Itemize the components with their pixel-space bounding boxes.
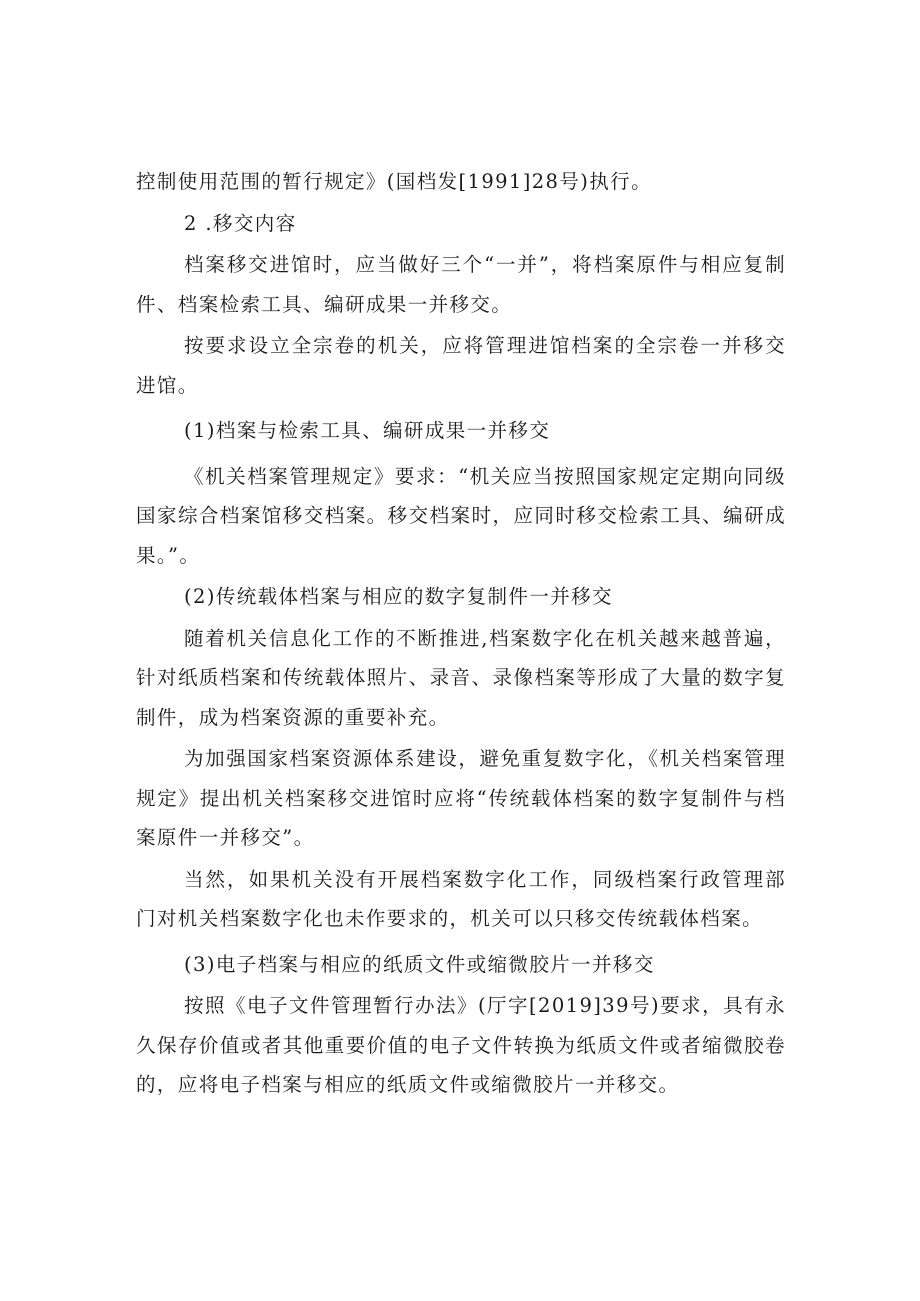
paragraph-avoid-duplication: 为加强国家档案资源体系建设，避免重复数字化，《机关档案管理规定》提出机关档案移交进馆时应将“传统载体档案的数字复制件与档案原件一并移交”。 bbox=[136, 747, 786, 849]
document-body bbox=[136, 162, 786, 1105]
paragraph-fonds-volume: 按要求设立全宗卷的机关，应将管理进馆档案的全宗卷一并移交进馆。 bbox=[136, 334, 786, 397]
paragraph-three-together: 档案移交进馆时，应当做好三个“一并”，将档案原件与相应复制件、档案检索工具、编研成果一并移交。 bbox=[136, 253, 786, 316]
subheading-1: (1)档案与检索工具、编研成果一并移交 bbox=[184, 419, 551, 442]
paragraph-continuation: 控制使用范围的暂行规定》(国档发[1991]28号)执行。 bbox=[136, 170, 652, 193]
paragraph-traditional-only: 当然，如果机关没有开展档案数字化工作，同级档案行政管理部门对机关档案数字化也未作要求的，机关可以只移交传统载体档案。 bbox=[136, 867, 786, 930]
section-heading-transfer-content: 2 .移交内容 bbox=[184, 211, 297, 235]
subheading-3: (3)电子档案与相应的纸质文件或缩微胶片一并移交 bbox=[184, 952, 655, 976]
paragraph-regulation-quote: 《机关档案管理规定》要求：“机关应当按照国家规定定期向同级国家综合档案馆移交档案。移交档案时，应同时移交检索工具、编研成果。”。 bbox=[136, 464, 786, 567]
paragraph-electronic-records: 按照《电子文件管理暂行办法》(厅字[2019]39号)要求，具有永久保存价值或者其他重要价值的电子文件转换为纸质文件或者缩微胶卷的，应将电子档案与相应的纸质文件或缩微胶片一并移交。 bbox=[136, 994, 786, 1096]
subheading-2: (2)传统载体档案与相应的数字复制件一并移交 bbox=[184, 585, 613, 608]
paragraph-digitization: 随着机关信息化工作的不断推进,档案数字化在机关越来越普遍，针对纸质档案和传统载体照片、录音、录像档案等形成了大量的数字复制件，成为档案资源的重要补充。 bbox=[136, 626, 786, 729]
